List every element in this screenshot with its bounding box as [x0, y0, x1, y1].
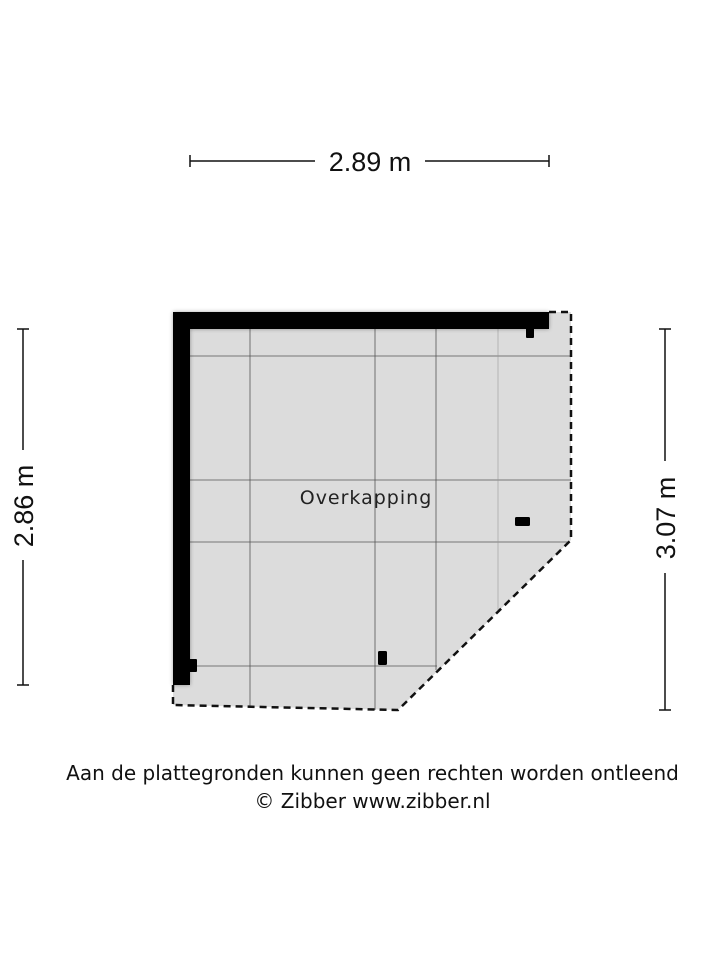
dimension-left-label: 2.86 m: [9, 464, 39, 548]
post-bottom: [378, 651, 387, 665]
room-label: Overkapping: [299, 487, 433, 509]
post-bottom-left: [186, 659, 197, 672]
dimension-left: [9, 329, 39, 685]
footer-disclaimer: Aan de plattegronden kunnen geen rechten worden ontleend: [66, 761, 679, 785]
room-floor: [173, 312, 571, 710]
dimension-right: [651, 329, 681, 710]
wall-left: [173, 312, 190, 685]
post-right: [515, 517, 530, 526]
dimension-top: [190, 147, 549, 177]
wall-top: [173, 312, 549, 329]
room-overkapping: [173, 312, 571, 710]
footer-copyright: © Zibber www.zibber.nl: [254, 789, 491, 813]
dimension-right-label: 3.07 m: [651, 476, 681, 560]
dimension-top-label: 2.89 m: [328, 147, 412, 177]
post-top-right: [526, 327, 534, 338]
